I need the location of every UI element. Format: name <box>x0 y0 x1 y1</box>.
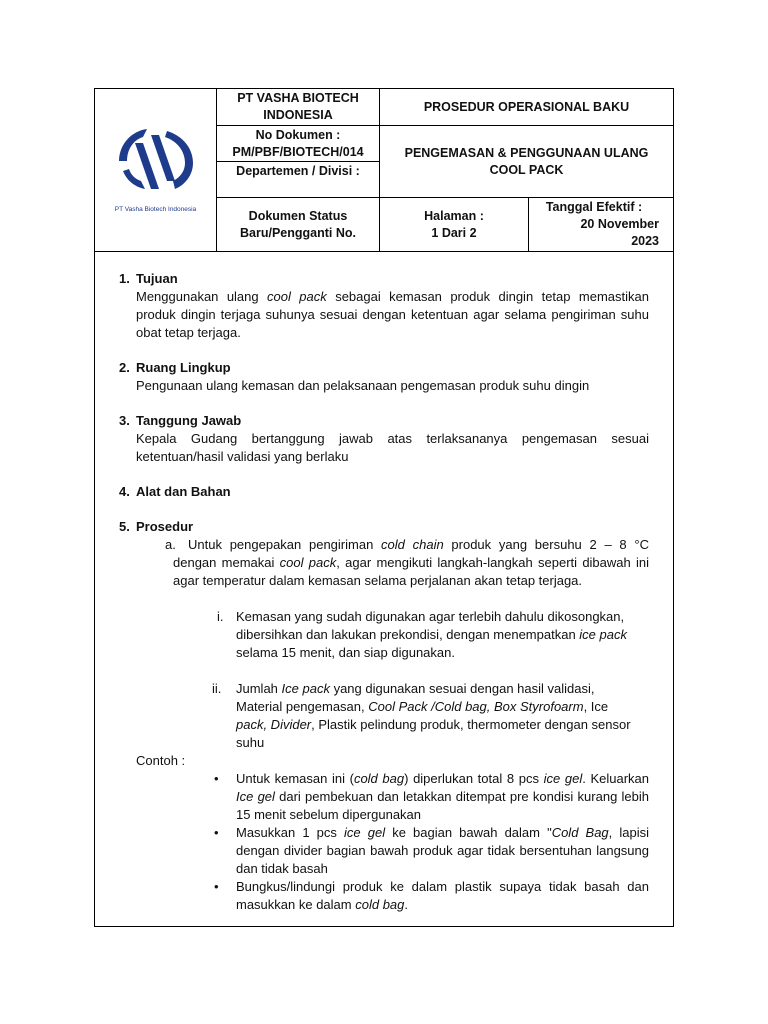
effective-date-value: 20 November <box>580 217 659 231</box>
logo-caption: PT Vasha Biotech Indonesia <box>114 205 197 213</box>
company-name: PT VASHA BIOTECH INDONESIA <box>237 91 359 122</box>
company-logo <box>113 123 199 195</box>
department-label: Departemen / Divisi : <box>236 164 360 178</box>
section-tanggung-jawab <box>136 412 649 466</box>
doc-title-line2: COOL PACK <box>489 162 564 177</box>
section-number: 2. <box>119 360 130 375</box>
section-title: Tujuan <box>136 271 178 286</box>
page-cell <box>380 198 529 252</box>
procedure-step-ii: Jumlah Ice pack yang digunakan sesuai dengan hasil validasi, Material pengemasan, Cool Pack /Cold bag, Box Styrofoarm, Ice pack, Divider, Plastik pelindung produk, thermometer dengan sensor suhu <box>236 681 631 750</box>
document-frame <box>94 88 674 927</box>
doc-type-cell <box>380 89 673 126</box>
document-header <box>95 89 673 252</box>
doc-number-cell <box>217 126 380 162</box>
company-name-cell <box>217 89 380 126</box>
doc-number: PM/PBF/BIOTECH/014 <box>232 144 364 159</box>
section-title: Ruang Lingkup <box>136 360 231 375</box>
section-number: 1. <box>119 271 130 286</box>
section-title: Alat dan Bahan <box>136 484 231 499</box>
effective-date-label: Tanggal Efektif : <box>545 200 643 214</box>
department-cell <box>217 162 380 198</box>
list-marker: i. <box>217 609 224 624</box>
logo-cell <box>95 89 217 252</box>
section-alat-bahan <box>136 483 649 501</box>
procedure-step-i: Kemasan yang sudah digunakan agar terlebih dahulu dikosongkan, dibersihkan dan lakukan prekondisi, dengan menempatkan ice pack selama 15 menit, dan siap digunakan. <box>236 609 627 660</box>
page-value: 1 Dari 2 <box>431 225 477 240</box>
section-title: Tanggung Jawab <box>136 413 242 428</box>
section-title: Prosedur <box>136 519 194 534</box>
section-tujuan <box>136 270 649 342</box>
doc-status-cell <box>217 198 380 252</box>
section-number: 3. <box>119 413 130 428</box>
procedure-item-a: Untuk pengepakan pengiriman cold chain produk yang bersuhu 2 – 8 °C dengan memakai cool pack, agar mengikuti langkah-langkah seperti dibawah ini agar temperatur dalam kemasan selama perjalanan akan tetap terjaga. <box>173 537 650 588</box>
example-bullet: • Bungkus/lindungi produk ke dalam plastik supaya tidak basah dan masukkan ke dalam cold bag. <box>236 878 649 914</box>
doc-status-line2: Baru/Pengganti No. <box>240 225 356 240</box>
section-number: 5. <box>119 519 130 534</box>
example-bullet: • Masukkan 1 pcs ice gel ke bagian bawah dalam "Cold Bag, lapisi dengan divider bagian bawah produk agar tidak bersentuhan langsung dan tidak basah <box>236 824 649 878</box>
example-bullet: • Untuk kemasan ini (cold bag) diperlukan total 8 pcs ice gel. Keluarkan Ice gel dari pembekuan dan letakkan ditempat pre kondisi kurang lebih 15 menit sebelum dipergunakan <box>236 770 649 824</box>
section-text: Menggunakan ulang cool pack sebagai kemasan produk dingin tetap memastikan produk dingin terjaga suhunya sesuai dengan ketentuan agar selama pengiriman suhu obat tetap terjaga. <box>136 289 649 340</box>
page-label: Halaman : <box>424 208 484 223</box>
effective-date-year: 2023 <box>631 234 659 248</box>
section-prosedur <box>136 518 649 536</box>
doc-title-cell <box>380 126 673 198</box>
section-number: 4. <box>119 484 130 499</box>
list-marker: ii. <box>212 681 222 696</box>
doc-number-label: No Dokumen : <box>255 127 341 142</box>
doc-status-line1: Dokumen Status <box>248 208 348 223</box>
contoh-label: Contoh : <box>136 753 186 768</box>
doc-type: PROSEDUR OPERASIONAL BAKU <box>423 99 630 114</box>
list-marker: a. <box>165 537 176 552</box>
section-ruang-lingkup <box>136 359 649 395</box>
section-text: Kepala Gudang bertanggung jawab atas terlaksananya pengemasan sesuai ketentuan/hasil validasi yang berlaku <box>136 431 649 464</box>
section-text: Pengunaan ulang kemasan dan pelaksanaan pengemasan produk suhu dingin <box>136 378 590 393</box>
doc-title-line1: PENGEMASAN & PENGGUNAAN ULANG <box>404 145 649 160</box>
effective-date-cell <box>529 198 673 252</box>
